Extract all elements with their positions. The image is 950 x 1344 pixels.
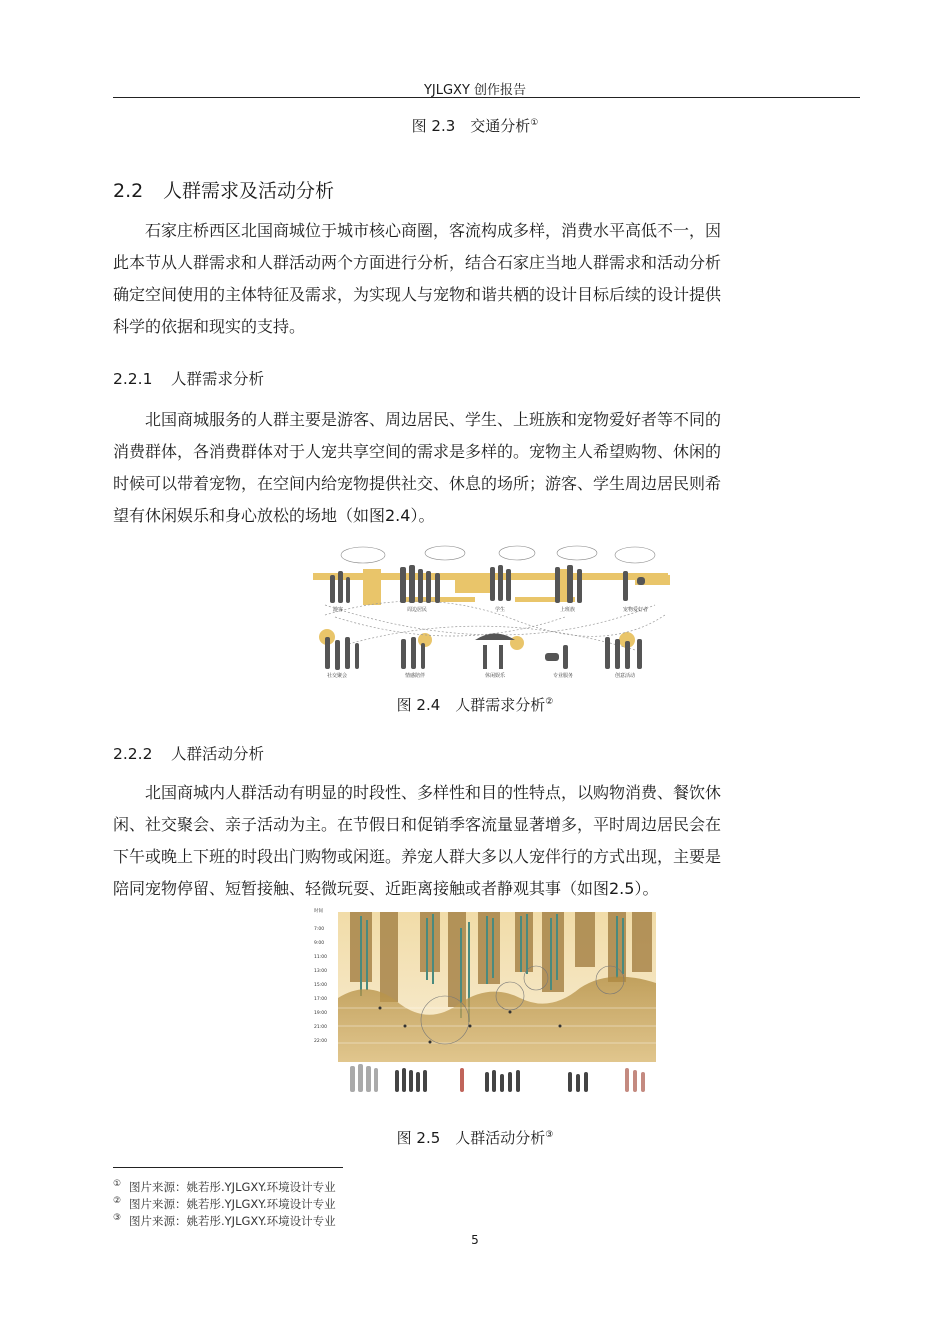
time-tick: 9:00: [314, 941, 325, 946]
figure-2-4-caption-text: 图 2.4 人群需求分析: [396, 696, 546, 714]
footnote-mark: ③: [113, 1213, 122, 1223]
paragraph-line: 确定空间使用的主体特征及需求，为实现人与宠物和谐共栖的设计目标后续的设计提供: [113, 285, 722, 304]
figure-2-4-image: [305, 545, 675, 680]
paragraph-line: 北国商城服务的人群主要是游客、周边居民、学生、上班族和宠物爱好者等不同的: [145, 410, 722, 429]
footnote-ref-3[interactable]: ③: [545, 1130, 554, 1140]
time-tick: 19:00: [314, 1011, 327, 1016]
time-tick: 13:00: [314, 969, 327, 974]
figure-2-5-caption: [0, 1127, 950, 1148]
header-rule: [113, 97, 860, 98]
time-tick: 21:00: [314, 1025, 327, 1030]
demand-label-workers: 上班族: [560, 607, 576, 613]
footnote-text: 图片来源：姚若彤.YJLGXY.环境设计专业: [129, 1214, 336, 1228]
time-tick: 15:00: [314, 983, 327, 988]
crowd-demand-illustration: [305, 545, 675, 680]
paragraph-line: 科学的依据和现实的支持。: [113, 317, 306, 336]
section-2-2-heading: [113, 176, 334, 203]
paragraph-line: 北国商城内人群活动有明显的时段性、多样性和目的性特点，以购物消费、餐饮休: [145, 783, 722, 802]
footnote-mark: ②: [113, 1196, 122, 1206]
crowd-activity-illustration: [310, 908, 656, 1110]
figure-2-4-caption: [0, 694, 950, 715]
footnote-rule: [113, 1167, 343, 1168]
paragraph-line: 石家庄桥西区北国商城位于城市核心商圈，客流构成多样，消费水平高低不一，因: [145, 221, 722, 240]
paragraph-line: 时候可以带着宠物，在空间内给宠物提供社交、休息的场所；游客、学生周边居民则希: [113, 474, 722, 493]
footnote-ref-1[interactable]: ①: [530, 118, 539, 128]
time-tick: 11:00: [314, 955, 327, 960]
section-title: 人群活动分析: [171, 745, 265, 763]
paragraph-line: 陪同宠物停留、短暂接触、轻微玩耍、近距离接触或者静观其事（如图2.5）。: [113, 879, 659, 898]
demand-label-residents: 周边居民: [407, 607, 428, 613]
footnote-1: [113, 1179, 336, 1195]
section-number: 2.2.1: [113, 370, 153, 388]
footnote-2: [113, 1196, 336, 1212]
demand-label-creative: 创意活动: [615, 673, 636, 679]
section-2-2-2-paragraph: [113, 777, 860, 905]
section-2-2-paragraph: [113, 215, 860, 343]
figure-2-5-caption-text: 图 2.5 人群活动分析: [396, 1129, 546, 1147]
section-title: 人群需求分析: [171, 370, 265, 388]
section-number: 2.2.2: [113, 745, 153, 763]
demand-label-leisure: 休闲娱乐: [485, 673, 506, 679]
page-number: 5: [471, 1233, 479, 1247]
section-2-2-1-heading: [113, 367, 264, 389]
demand-label-companionship: 情感陪伴: [405, 673, 426, 679]
demand-label-students: 学生: [495, 607, 506, 613]
activity-axis-title: 时间: [314, 909, 323, 914]
time-tick: 22:00: [314, 1039, 327, 1044]
footnote-text: 图片来源：姚若彤.YJLGXY.环境设计专业: [129, 1197, 336, 1211]
footnote-text: 图片来源：姚若彤.YJLGXY.环境设计专业: [129, 1180, 336, 1194]
demand-label-pet-lovers: 宠物爱好者: [623, 607, 649, 613]
paragraph-line: 下午或晚上下班的时段出门购物或闲逛。养宠人群大多以人宠伴行的方式出现，主要是: [113, 847, 722, 866]
section-2-2-1-paragraph: [113, 404, 860, 532]
figure-2-3-caption-text: 图 2.3 交通分析: [411, 117, 531, 135]
section-title: 人群需求及活动分析: [163, 180, 335, 202]
section-2-2-2-heading: [113, 742, 264, 764]
paragraph-line: 消费群体，各消费群体对于人宠共享空间的需求是多样的。宠物主人希望购物、休闲的: [113, 442, 722, 461]
footnote-3: [113, 1213, 336, 1229]
running-header: YJLGXY 创作报告: [423, 83, 527, 98]
time-tick: 7:00: [314, 927, 325, 932]
paragraph-line: 闲、社交聚会、亲子活动为主。在节假日和促销季客流量显著增多，平时周边居民会在: [113, 815, 722, 834]
demand-label-tourists: 游客: [333, 607, 344, 613]
footnote-mark: ①: [113, 1179, 122, 1189]
paragraph-line: 此本节从人群需求和人群活动两个方面进行分析，结合石家庄当地人群需求和活动分析: [113, 253, 722, 272]
figure-2-5-image: [310, 908, 656, 1110]
section-number: 2.2: [113, 180, 144, 202]
figure-2-3-caption: [0, 115, 950, 136]
time-tick: 17:00: [314, 997, 327, 1002]
footnote-ref-2[interactable]: ②: [545, 697, 554, 707]
demand-label-social: 社交聚会: [327, 673, 348, 679]
paragraph-line: 望有休闲娱乐和身心放松的场地（如图2.4）。: [113, 506, 435, 525]
demand-label-services: 专业服务: [553, 673, 574, 679]
